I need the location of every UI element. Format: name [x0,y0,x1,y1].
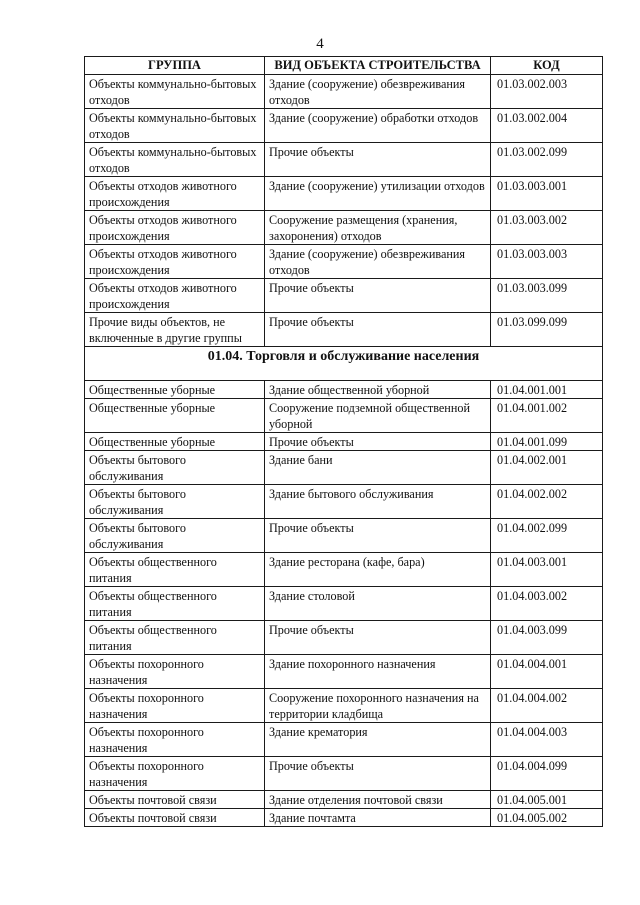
table-row [85,109,603,143]
table-row [85,245,603,279]
table-row [85,809,603,827]
cell-code: 01.04.004.099 [491,757,603,791]
cell-code: 01.04.001.001 [491,381,603,399]
cell-object-type: Здание (сооружение) утилизации отходов [265,177,491,211]
table-row [85,177,603,211]
cell-group: Объекты общественного питания [85,553,265,587]
cell-code: 01.04.004.002 [491,689,603,723]
table-row [85,553,603,587]
cell-code: 01.03.099.099 [491,313,603,347]
cell-group: Общественные уборные [85,381,265,399]
cell-code: 01.04.002.002 [491,485,603,519]
cell-object-type: Здание бани [265,451,491,485]
cell-group: Объекты похоронного назначения [85,655,265,689]
cell-code: 01.03.002.099 [491,143,603,177]
table-row [85,433,603,451]
cell-code: 01.04.003.002 [491,587,603,621]
cell-code: 01.03.003.099 [491,279,603,313]
cell-group: Объекты почтовой связи [85,791,265,809]
section-header-row [85,347,603,381]
table-row [85,519,603,553]
cell-group: Объекты бытового обслуживания [85,485,265,519]
table-row [85,587,603,621]
cell-group: Объекты коммунально-бытовых отходов [85,143,265,177]
cell-object-type: Здание отделения почтовой связи [265,791,491,809]
cell-group: Объекты отходов животного происхождения [85,279,265,313]
cell-object-type: Здание похоронного назначения [265,655,491,689]
cell-group: Прочие виды объектов, не включенные в другие группы [85,313,265,347]
cell-code: 01.04.001.099 [491,433,603,451]
cell-object-type: Здание общественной уборной [265,381,491,399]
table-row [85,399,603,433]
cell-object-type: Прочие объекты [265,433,491,451]
table-row [85,451,603,485]
cell-group: Объекты коммунально-бытовых отходов [85,109,265,143]
cell-code: 01.03.003.003 [491,245,603,279]
table-row [85,143,603,177]
cell-group: Общественные уборные [85,399,265,433]
cell-object-type: Здание ресторана (кафе, бара) [265,553,491,587]
cell-object-type: Прочие объекты [265,313,491,347]
table-row [85,381,603,399]
cell-group: Объекты похоронного назначения [85,757,265,791]
cell-code: 01.04.005.002 [491,809,603,827]
table-row [85,485,603,519]
header-code: КОД [491,57,603,75]
header-object-type: ВИД ОБЪЕКТА СТРОИТЕЛЬСТВА [265,57,491,75]
cell-code: 01.03.003.001 [491,177,603,211]
header-group: ГРУППА [85,57,265,75]
cell-code: 01.03.002.004 [491,109,603,143]
cell-object-type: Прочие объекты [265,621,491,655]
cell-code: 01.04.003.001 [491,553,603,587]
cell-group: Общественные уборные [85,433,265,451]
cell-group: Объекты отходов животного происхождения [85,211,265,245]
table-header-row [85,57,603,75]
table-row [85,211,603,245]
cell-group: Объекты коммунально-бытовых отходов [85,75,265,109]
table-row [85,791,603,809]
cell-object-type: Прочие объекты [265,519,491,553]
cell-code: 01.04.004.001 [491,655,603,689]
table-row [85,313,603,347]
cell-code: 01.03.002.003 [491,75,603,109]
cell-code: 01.04.003.099 [491,621,603,655]
cell-object-type: Сооружение подземной общественной уборной [265,399,491,433]
cell-object-type: Здание крематория [265,723,491,757]
section-title: 01.04. Торговля и обслуживание населения [85,347,603,381]
cell-code: 01.04.002.099 [491,519,603,553]
cell-object-type: Здание бытового обслуживания [265,485,491,519]
table-row [85,689,603,723]
cell-code: 01.04.001.002 [491,399,603,433]
cell-object-type: Сооружение похоронного назначения на территории кладбища [265,689,491,723]
cell-group: Объекты отходов животного происхождения [85,177,265,211]
cell-code: 01.03.003.002 [491,211,603,245]
construction-types-table [84,56,603,827]
cell-group: Объекты почтовой связи [85,809,265,827]
cell-object-type: Здание почтамта [265,809,491,827]
cell-group: Объекты бытового обслуживания [85,519,265,553]
table-row [85,279,603,313]
cell-object-type: Здание (сооружение) обработки отходов [265,109,491,143]
table-row [85,75,603,109]
cell-group: Объекты похоронного назначения [85,689,265,723]
cell-group: Объекты общественного питания [85,621,265,655]
cell-code: 01.04.002.001 [491,451,603,485]
cell-object-type: Здание (сооружение) обезвреживания отходов [265,75,491,109]
cell-object-type: Здание (сооружение) обезвреживания отходов [265,245,491,279]
page-number: 4 [316,36,324,52]
cell-object-type: Прочие объекты [265,279,491,313]
cell-object-type: Прочие объекты [265,143,491,177]
cell-code: 01.04.004.003 [491,723,603,757]
cell-code: 01.04.005.001 [491,791,603,809]
cell-object-type: Сооружение размещения (хранения, захоронения) отходов [265,211,491,245]
cell-group: Объекты отходов животного происхождения [85,245,265,279]
table-row [85,723,603,757]
cell-object-type: Здание столовой [265,587,491,621]
cell-group: Объекты похоронного назначения [85,723,265,757]
cell-object-type: Прочие объекты [265,757,491,791]
table-row [85,655,603,689]
cell-group: Объекты общественного питания [85,587,265,621]
table-row [85,621,603,655]
table-row [85,757,603,791]
cell-group: Объекты бытового обслуживания [85,451,265,485]
